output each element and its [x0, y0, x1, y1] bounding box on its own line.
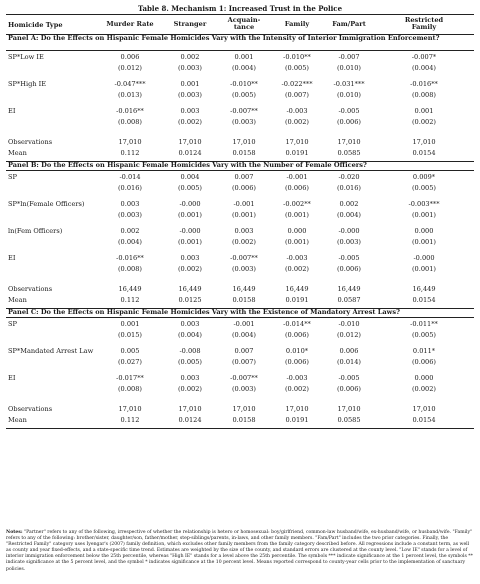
std-error-cell: (0.012)	[117, 64, 143, 72]
coefficient-cell: -0.016**	[410, 80, 438, 88]
mean-cell: 0.0124	[178, 149, 202, 157]
observations-cell: 17,010	[412, 138, 436, 146]
observations-cell: 16,449	[337, 285, 361, 293]
coefficient-cell: 0.009*	[412, 173, 436, 181]
observations-cell: 17,010	[178, 405, 202, 413]
row-label: SP	[8, 173, 17, 181]
coefficient-cell: 0.002	[180, 53, 200, 61]
std-error-cell: (0.006)	[336, 385, 362, 393]
table-rule	[6, 428, 474, 429]
std-error-cell: (0.005)	[411, 184, 437, 192]
table-rule	[6, 14, 474, 15]
coefficient-cell: 0.006	[120, 53, 140, 61]
panel-title: Panel C: Do the Effects on Hispanic Female Homicides Vary with the Existence of Mandatory Arrest Laws?	[8, 308, 400, 316]
std-error-cell: (0.016)	[117, 184, 143, 192]
std-error-cell: (0.004)	[177, 331, 203, 339]
coefficient-cell: -0.014	[119, 173, 141, 181]
mean-cell: 0.0154	[412, 149, 436, 157]
observations-cell: 16,449	[178, 285, 202, 293]
row-label: EI	[8, 254, 16, 262]
coefficient-cell: -0.005	[338, 254, 360, 262]
coefficient-cell: -0.010	[338, 320, 360, 328]
column-header: Acquain- tance	[227, 16, 261, 31]
std-error-cell: (0.006)	[284, 331, 310, 339]
mean-cell: 0.0191	[285, 416, 309, 424]
std-error-cell: (0.008)	[117, 265, 143, 273]
observations-cell: 17,010	[337, 405, 361, 413]
coefficient-cell: -0.000	[413, 254, 435, 262]
coefficient-cell: -0.022***	[281, 80, 313, 88]
std-error-cell: (0.002)	[177, 265, 203, 273]
std-error-cell: (0.005)	[231, 91, 257, 99]
std-error-cell: (0.015)	[117, 331, 143, 339]
mean-cell: 0.0154	[412, 296, 436, 304]
std-error-cell: (0.005)	[411, 331, 437, 339]
std-error-cell: (0.016)	[336, 184, 362, 192]
coefficient-cell: -0.007**	[230, 374, 258, 382]
std-error-cell: (0.003)	[231, 385, 257, 393]
std-error-cell: (0.001)	[284, 238, 310, 246]
std-error-cell: (0.003)	[177, 91, 203, 99]
std-error-cell: (0.013)	[117, 91, 143, 99]
coefficient-cell: -0.003***	[408, 200, 440, 208]
coefficient-cell: 0.000	[414, 227, 434, 235]
notes-text: "Partner" refers to any of the following, irrespective of whether the relationship is hetero or homosexual: boy/girlfriend, common-law husband/wife, ex-husband/wife, or husband/wife. "Family" refers to any of the following: brother/sister, daughter/son, father/mother, step-siblings/parents, in-laws, and other family members. "Fam/Part" includes the two prior categories. Finally, the "Restricted Family" category uses Iyengar's (2007) family definition, which excludes other family members from the family category described before. All regressions include a constant term, as well as county and year fixed-effects, and a state-specific time trend. Estimates are weighted by the size of the county, and standard errors are clustered at the county level. "Low IE" stands for a level of interior immigration enforcement below the 25th percentile, whereas "High IE" stands for a level above the 25th percentile. The symbols *** indicate significance at the 1 percent level, the symbols ** indicate significance at the 5 percent level, and the symbol * indicates significance at the 10 percent level. Means reported correspond to county-year cells prior to the implementation of sanctuary policies.	[6, 530, 473, 572]
coefficient-cell: 0.003	[180, 374, 200, 382]
std-error-cell: (0.027)	[117, 358, 143, 366]
mean-label: Mean	[8, 416, 27, 424]
std-error-cell: (0.008)	[117, 385, 143, 393]
coefficient-cell: -0.010**	[230, 80, 258, 88]
std-error-cell: (0.006)	[411, 358, 437, 366]
std-error-cell: (0.004)	[336, 211, 362, 219]
std-error-cell: (0.001)	[231, 211, 257, 219]
observations-cell: 16,449	[118, 285, 142, 293]
std-error-cell: (0.003)	[231, 118, 257, 126]
coefficient-cell: -0.016**	[116, 254, 144, 262]
coefficient-cell: 0.002	[120, 227, 140, 235]
observations-cell: 16,449	[232, 285, 256, 293]
std-error-cell: (0.005)	[177, 358, 203, 366]
coefficient-cell: 0.002	[339, 200, 359, 208]
std-error-cell: (0.004)	[117, 238, 143, 246]
std-error-cell: (0.002)	[411, 118, 437, 126]
std-error-cell: (0.007)	[284, 91, 310, 99]
observations-cell: 17,010	[118, 405, 142, 413]
coefficient-cell: -0.003	[286, 374, 308, 382]
mean-cell: 0.0585	[337, 416, 361, 424]
std-error-cell: (0.006)	[336, 265, 362, 273]
coefficient-cell: -0.001	[233, 320, 255, 328]
coefficient-cell: 0.007	[234, 347, 254, 355]
mean-cell: 0.112	[120, 296, 140, 304]
coefficient-cell: 0.003	[180, 320, 200, 328]
mean-cell: 0.112	[120, 416, 140, 424]
observations-cell: 17,010	[232, 405, 256, 413]
std-error-cell: (0.001)	[177, 238, 203, 246]
std-error-cell: (0.006)	[284, 184, 310, 192]
std-error-cell: (0.001)	[284, 211, 310, 219]
mean-cell: 0.0158	[232, 416, 256, 424]
mean-cell: 0.0191	[285, 296, 309, 304]
coefficient-cell: -0.002**	[283, 200, 311, 208]
observations-cell: 17,010	[118, 138, 142, 146]
coefficient-cell: -0.001	[286, 173, 308, 181]
coefficient-cell: 0.010*	[285, 347, 309, 355]
coefficient-cell: 0.005	[120, 347, 140, 355]
mean-cell: 0.0191	[285, 149, 309, 157]
coefficient-cell: -0.011**	[410, 320, 438, 328]
observations-cell: 17,010	[285, 405, 309, 413]
mean-cell: 0.0154	[412, 416, 436, 424]
observations-label: Observations	[8, 405, 53, 413]
coefficient-cell: 0.004	[180, 173, 200, 181]
coefficient-cell: -0.000	[338, 227, 360, 235]
std-error-cell: (0.002)	[177, 385, 203, 393]
panel-title: Panel B: Do the Effects on Hispanic Female Homicides Vary with the Number of Female Officers?	[8, 161, 367, 169]
mean-cell: 0.0585	[337, 149, 361, 157]
coefficient-cell: -0.007*	[411, 53, 437, 61]
std-error-cell: (0.006)	[336, 118, 362, 126]
table-notes	[6, 530, 474, 573]
coefficient-cell: 0.003	[180, 254, 200, 262]
std-error-cell: (0.001)	[177, 211, 203, 219]
coefficient-cell: -0.010**	[283, 53, 311, 61]
std-error-cell: (0.008)	[411, 91, 437, 99]
panel-title: Panel A: Do the Effects on Hispanic Female Homicides Vary with the Intensity of Interior Immigration Enforcement?	[8, 34, 440, 42]
coefficient-cell: 0.007	[234, 173, 254, 181]
coefficient-cell: -0.007	[338, 53, 360, 61]
std-error-cell: (0.002)	[284, 118, 310, 126]
std-error-cell: (0.007)	[231, 358, 257, 366]
observations-cell: 17,010	[412, 405, 436, 413]
std-error-cell: (0.004)	[411, 64, 437, 72]
column-header: Murder Rate	[106, 20, 154, 28]
coefficient-cell: -0.005	[338, 107, 360, 115]
coefficient-cell: -0.016**	[116, 107, 144, 115]
coefficient-cell: 0.011*	[412, 347, 436, 355]
std-error-cell: (0.005)	[177, 184, 203, 192]
coefficient-cell: -0.008	[179, 347, 201, 355]
std-error-cell: (0.008)	[117, 118, 143, 126]
table-rule	[6, 317, 474, 318]
mean-cell: 0.0158	[232, 149, 256, 157]
std-error-cell: (0.002)	[284, 265, 310, 273]
std-error-cell: (0.001)	[411, 238, 437, 246]
row-label: EI	[8, 107, 16, 115]
coefficient-cell: -0.003	[286, 254, 308, 262]
mean-cell: 0.112	[120, 149, 140, 157]
coefficient-cell: -0.005	[338, 374, 360, 382]
std-error-cell: (0.002)	[177, 118, 203, 126]
column-header: Stranger	[173, 20, 207, 28]
observations-cell: 17,010	[232, 138, 256, 146]
mean-cell: 0.0158	[232, 296, 256, 304]
std-error-cell: (0.002)	[411, 385, 437, 393]
std-error-cell: (0.006)	[231, 184, 257, 192]
row-label: ln(Fem Officers)	[8, 227, 63, 235]
observations-cell: 17,010	[178, 138, 202, 146]
coefficient-cell: -0.007**	[230, 107, 258, 115]
observations-cell: 16,449	[285, 285, 309, 293]
std-error-cell: (0.014)	[336, 358, 362, 366]
row-label: SP*High IE	[8, 80, 47, 88]
coefficient-cell: 0.001	[120, 320, 140, 328]
observations-cell: 16,449	[412, 285, 436, 293]
observations-label: Observations	[8, 285, 53, 293]
coefficient-cell: 0.000	[414, 374, 434, 382]
coefficient-cell: 0.003	[234, 227, 254, 235]
std-error-cell: (0.010)	[336, 91, 362, 99]
coefficient-cell: 0.001	[234, 53, 254, 61]
coefficient-cell: 0.001	[180, 80, 200, 88]
coefficient-cell: 0.001	[414, 107, 434, 115]
coefficient-cell: 0.003	[180, 107, 200, 115]
row-label: SP	[8, 320, 17, 328]
row-label: EI	[8, 374, 16, 382]
observations-cell: 17,010	[285, 138, 309, 146]
coefficient-cell: -0.014**	[283, 320, 311, 328]
coefficient-cell: 0.006	[339, 347, 359, 355]
mean-cell: 0.0587	[337, 296, 361, 304]
std-error-cell: (0.012)	[336, 331, 362, 339]
std-error-cell: (0.004)	[231, 64, 257, 72]
coefficient-cell: 0.003	[120, 200, 140, 208]
coefficient-cell: 0.000	[287, 227, 307, 235]
coefficient-cell: -0.000	[179, 227, 201, 235]
std-error-cell: (0.004)	[231, 331, 257, 339]
row-label: SP*Low IE	[8, 53, 44, 61]
row-label: SP*Mandated Arrest Law	[8, 347, 94, 355]
coefficient-cell: -0.000	[179, 200, 201, 208]
std-error-cell: (0.003)	[117, 211, 143, 219]
coefficient-cell: -0.017**	[116, 374, 144, 382]
std-error-cell: (0.005)	[284, 64, 310, 72]
coefficient-cell: -0.007**	[230, 254, 258, 262]
table-rule	[6, 170, 474, 171]
column-header: Family	[284, 20, 310, 28]
notes-label: Notes:	[6, 530, 23, 535]
column-header: Fam/Part	[332, 20, 366, 28]
std-error-cell: (0.010)	[336, 64, 362, 72]
std-error-cell: (0.003)	[336, 238, 362, 246]
coefficient-cell: -0.001	[233, 200, 255, 208]
mean-cell: 0.0124	[178, 416, 202, 424]
observations-label: Observations	[8, 138, 53, 146]
coefficient-cell: -0.047***	[114, 80, 146, 88]
coefficient-cell: -0.031***	[333, 80, 365, 88]
mean-label: Mean	[8, 296, 27, 304]
table-title: Table 8. Mechanism 1: Increased Trust in the Police	[137, 4, 343, 13]
mean-label: Mean	[8, 149, 27, 157]
std-error-cell: (0.006)	[284, 358, 310, 366]
std-error-cell: (0.003)	[177, 64, 203, 72]
table-rule	[6, 50, 474, 51]
coefficient-cell: -0.020	[338, 173, 360, 181]
header-homicide-type: Homicide Type	[8, 21, 63, 29]
row-label: SP*ln(Female Officers)	[8, 200, 85, 208]
observations-cell: 17,010	[337, 138, 361, 146]
std-error-cell: (0.002)	[284, 385, 310, 393]
std-error-cell: (0.001)	[411, 211, 437, 219]
std-error-cell: (0.001)	[411, 265, 437, 273]
column-header: Restricted Family	[404, 16, 444, 31]
mean-cell: 0.0125	[178, 296, 202, 304]
std-error-cell: (0.003)	[231, 265, 257, 273]
coefficient-cell: -0.003	[286, 107, 308, 115]
std-error-cell: (0.002)	[231, 238, 257, 246]
